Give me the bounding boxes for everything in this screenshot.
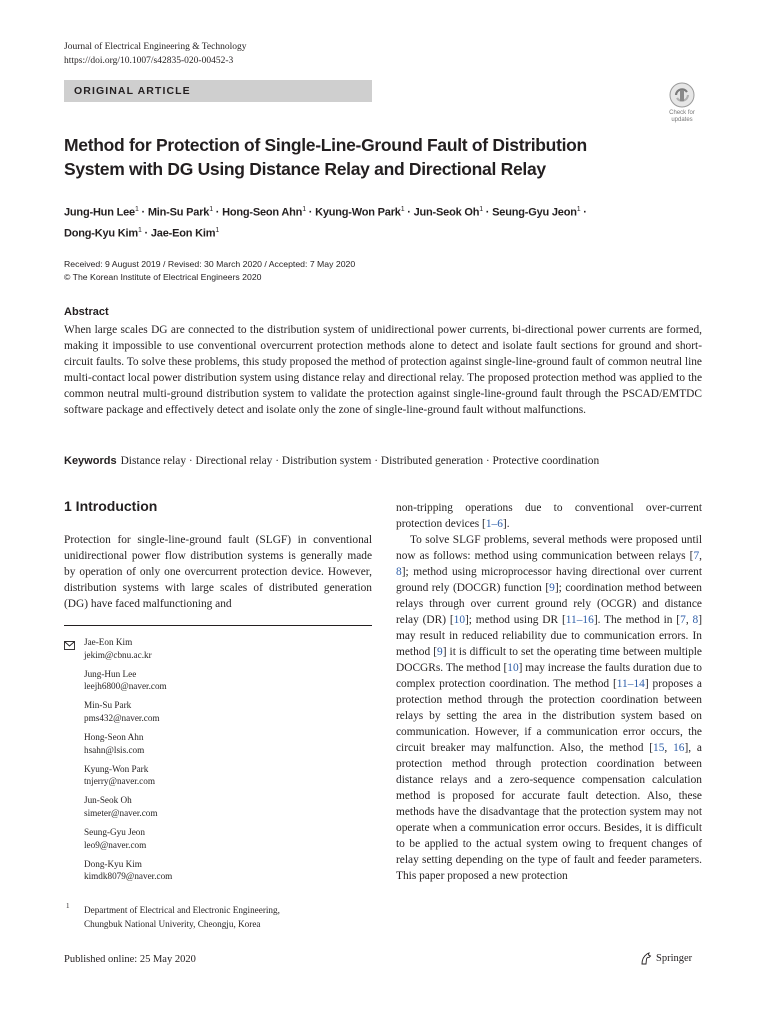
footnote-divider [64, 625, 372, 626]
publisher-logo[interactable] [640, 952, 692, 965]
author-name: Dong-Kyu Kim [64, 227, 138, 240]
author-name: Hong-Seon Ahn [222, 206, 303, 219]
check-for-updates-icon [669, 82, 695, 108]
author-affiliation-mark: 1 [215, 226, 220, 234]
keywords [64, 453, 704, 469]
publisher-name: Springer [656, 953, 693, 964]
paragraph-text: ]; method using microprocessor having directional over current ground rely (DOCGR) function [ [396, 566, 702, 594]
title-line-2: System with DG Using Distance Relay and Directional Relay [64, 159, 546, 179]
journal-header [64, 40, 247, 68]
author-name: Seung-Gyu Jeon [492, 206, 577, 219]
contact-entry [84, 699, 374, 724]
author-affiliation-mark: 1 [134, 206, 139, 213]
section-heading-introduction: 1 Introduction [64, 498, 158, 514]
citation-link[interactable]: 10 [453, 614, 466, 626]
check-for-updates-badge[interactable] [664, 82, 700, 124]
affiliation-number: 1 [66, 902, 70, 910]
contact-email[interactable]: simeter@naver.com [84, 808, 158, 819]
keywords-label: Keywords [64, 455, 117, 467]
journal-name: Journal of Electrical Engineering & Technology [64, 42, 247, 52]
author-line-1 [64, 201, 704, 222]
citation-link[interactable]: 8 [692, 614, 699, 626]
badge-line2: updates [671, 116, 693, 123]
keywords-text: Distance relay · Directional relay · Distribution system · Distributed generation · Protective coordination [120, 455, 600, 467]
paragraph-text: ] proposes a protection method through the protection coordination between relays by setting the area in the distribution system based on communication. However, if a communication error occurs, the circuit breaker may malfunction. Also, the method [ [396, 678, 702, 754]
paragraph-text: ]; coordination method between relays through over current ground rely (OCGR) and distance relay (DR) [ [396, 582, 702, 626]
author-affiliation-mark: 1 [576, 206, 581, 213]
journal-doi[interactable]: https://doi.org/10.1007/s42835-020-00452-3 [64, 56, 234, 66]
citation-link[interactable]: 8 [396, 566, 402, 578]
citation-link[interactable]: 10 [507, 662, 519, 674]
contact-name: Hong-Seon Ahn [84, 732, 144, 743]
author-separator: · [580, 206, 587, 219]
citation-link[interactable]: 11–14 [616, 678, 645, 690]
contact-entry [84, 636, 374, 661]
author-affiliation-mark: 1 [137, 226, 142, 234]
citation-link[interactable]: 9 [549, 582, 555, 594]
contact-entry [84, 731, 374, 756]
contact-entry [84, 858, 374, 883]
affiliation [84, 903, 374, 931]
contact-entry [84, 794, 374, 819]
author-separator: · [404, 206, 414, 219]
author-separator: · [212, 206, 223, 219]
contact-email[interactable]: jekim@cbnu.ac.kr [84, 649, 152, 660]
contact-name: Jae-Eon Kim [84, 637, 133, 647]
contact-email[interactable]: leejh6800@naver.com [84, 681, 167, 692]
abstract-text: When large scales DG are connected to the distribution system of unidirectional power currents, bi-directional power currents are formed, making it impossible to use conventional overcurrent protection methods alone to detect and isolate fault sections for ground and short-circuit faults. To solve these problems, this study proposed the method of protection against single-line-ground fault of common neutral line multi-contact local power distribution system using distance relay and directional relay. The proposed protection method was applied to the common neutral multi-ground distribution system to validate the protection against single-line-ground fault through the PSCAD/EMTDC software package and effectively detect and isolate only the zone of single-line-ground fault without malfunctions. [64, 324, 702, 416]
paragraph-text: , [664, 742, 674, 754]
springer-horse-icon [640, 952, 652, 965]
contact-entry [84, 763, 374, 788]
title-line-1: Method for Protection of Single-Line-Ground Fault of Distribution [64, 135, 587, 155]
contact-name: Jun-Seok Oh [84, 795, 132, 806]
badge-line1: Check for [669, 110, 695, 116]
author-name: Jung-Hun Lee [64, 206, 135, 219]
intro-right-column [396, 500, 702, 884]
paragraph-text: ], a protection method through protection coordination between distance relays and a zero-sequence compensation calculation method is proposed for accurate fault detection. Also, these methods have the disadvantage that the protection system may not operate when a communication error occurs. Besides, it is difficult to be applied to the actual system owing to frequent changes of relay setting depending on the type of fault and feeder parameters. This paper proposed a new protection [396, 742, 702, 882]
contact-name: Kyung-Won Park [84, 763, 149, 774]
citation-link[interactable]: 7 [680, 614, 686, 626]
contact-email[interactable]: tnjerry@naver.com [84, 776, 155, 787]
paragraph-text: ]. [502, 518, 510, 530]
citation-link[interactable]: 9 [437, 646, 443, 658]
citation-link[interactable]: 16 [673, 742, 685, 754]
paragraph-text: , [685, 614, 693, 626]
paragraph-text: , [699, 550, 702, 562]
contact-email[interactable]: pms432@naver.com [84, 712, 160, 723]
author-list [64, 201, 704, 242]
author-name: Kyung-Won Park [315, 206, 401, 219]
citation-link[interactable]: 15 [653, 742, 665, 754]
contact-email[interactable]: kimdk8079@naver.com [84, 871, 173, 882]
paragraph-text: To solve SLGF problems, several methods were proposed until now as follows: method using communication between relays [ [396, 534, 702, 562]
contact-entry [84, 826, 374, 851]
paragraph-text: ] may result in reduced reliability due to communication errors. In method [ [396, 614, 702, 658]
abstract-heading: Abstract [64, 306, 109, 318]
contact-name: Seung-Gyu Jeon [84, 827, 145, 838]
published-online: Published online: 25 May 2020 [64, 954, 196, 965]
paragraph-text: non-tripping operations due to conventional over-current protection devices [ [396, 502, 702, 530]
author-affiliation-mark: 1 [479, 206, 483, 213]
paragraph-text: ]. The method in [ [593, 614, 681, 626]
contact-name: Jung-Hun Lee [84, 668, 137, 679]
contact-entry [84, 668, 374, 693]
author-separator: · [138, 206, 148, 219]
contact-email[interactable]: leo9@naver.com [84, 839, 147, 850]
intro-paragraph-1: Protection for single-line-ground fault (SLGF) in conventional unidirectional power flow distribution systems is generally made by operation of only one overcurrent protection device. However, distribution systems with large scales of distributed generation (DG) have faced malfunctioning and [64, 534, 372, 610]
contact-name: Min-Su Park [84, 700, 132, 711]
author-separator: · [141, 227, 151, 240]
author-separator: · [305, 206, 316, 219]
contact-name: Dong-Kyu Kim [84, 858, 142, 869]
author-contacts [84, 636, 374, 890]
article-title [64, 133, 684, 181]
citation-link[interactable]: 11–16 [565, 614, 594, 626]
paragraph-text: ]; method using DR [ [465, 614, 566, 626]
publication-dates [64, 258, 355, 284]
body-paragraph [396, 500, 702, 532]
paragraph-text: ] it is difficult to set the operating time between multiple DOCGRs. The method [ [396, 646, 702, 674]
citation-link[interactable]: 1–6 [485, 518, 503, 530]
contact-email[interactable]: hsahn@lsis.com [84, 744, 145, 755]
paragraph-text: ] may increase the faults duration due to complex protection coordination. The method [ [396, 662, 702, 690]
citation-link[interactable]: 7 [693, 550, 700, 562]
history-dates: Received: 9 August 2019 / Revised: 30 March 2020 / Accepted: 7 May 2020 [64, 259, 356, 269]
author-affiliation-mark: 1 [400, 206, 405, 213]
body-paragraph [396, 532, 702, 884]
affiliation-line-1: Department of Electrical and Electronic Engineering, [84, 905, 280, 915]
author-affiliation-mark: 1 [302, 206, 306, 213]
envelope-icon [64, 637, 75, 655]
author-affiliation-mark: 1 [209, 206, 213, 213]
author-separator: · [482, 206, 493, 219]
copyright: © The Korean Institute of Electrical Engineers 2020 [64, 272, 262, 282]
affiliation-line-2: Chungbuk National Univerity, Cheongju, Korea [84, 919, 261, 929]
author-name: Min-Su Park [147, 206, 210, 219]
author-name: Jun-Seok Oh [413, 206, 480, 219]
article-type-banner: ORIGINAL ARTICLE [64, 80, 372, 102]
author-name: Jae-Eon Kim [150, 227, 216, 240]
author-line-2 [64, 222, 704, 243]
